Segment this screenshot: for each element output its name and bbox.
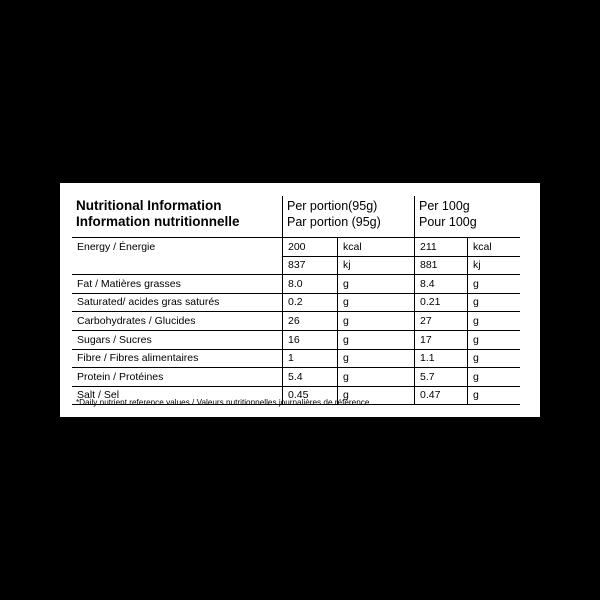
table-header-row	[72, 196, 520, 238]
portion-value: 8.0	[283, 275, 338, 294]
portion-unit: kj	[338, 256, 415, 275]
portion-value: 837	[283, 256, 338, 275]
per100-value: 0.21	[415, 293, 468, 312]
nutrient-name: Fibre / Fibres alimentaires	[72, 349, 283, 368]
per-portion-header	[283, 196, 415, 238]
portion-value: 0.2	[283, 293, 338, 312]
table-row	[72, 275, 520, 294]
per100-value: 1.1	[415, 349, 468, 368]
per-portion-fr: Par portion (95g)	[287, 215, 381, 229]
table-row	[72, 330, 520, 349]
portion-unit: g	[338, 312, 415, 331]
nutrient-name: Sugars / Sucres	[72, 330, 283, 349]
nutrient-name: Protein / Protéines	[72, 368, 283, 387]
portion-unit: kcal	[338, 238, 415, 257]
table-title-en: Nutritional Information	[76, 198, 222, 213]
portion-unit: g	[338, 349, 415, 368]
per100-unit: g	[468, 275, 521, 294]
per100-unit: g	[468, 386, 521, 405]
portion-unit: g	[338, 293, 415, 312]
per100-unit: g	[468, 349, 521, 368]
portion-value: 200	[283, 238, 338, 257]
table-row	[72, 312, 520, 331]
portion-value: 0.45	[283, 386, 338, 405]
nutrition-table	[72, 196, 520, 405]
portion-unit: g	[338, 386, 415, 405]
per-100g-fr: Pour 100g	[419, 215, 477, 229]
nutrient-name: Salt / Sel	[72, 386, 283, 405]
per-portion-en: Per portion(95g)	[287, 199, 378, 213]
per100-value: 211	[415, 238, 468, 257]
portion-unit: g	[338, 368, 415, 387]
table-row	[72, 238, 520, 257]
footnote: *Daily nutrient reference values / Valeurs nutritionnelles journalières de référence	[76, 398, 370, 407]
per100-value: 0.47	[415, 386, 468, 405]
per100-unit: kj	[468, 256, 521, 275]
per100-value: 881	[415, 256, 468, 275]
per100-unit: g	[468, 368, 521, 387]
per100-unit: g	[468, 312, 521, 331]
portion-value: 16	[283, 330, 338, 349]
per100-value: 8.4	[415, 275, 468, 294]
per100-value: 5.7	[415, 368, 468, 387]
table-title-cell	[72, 196, 283, 238]
portion-unit: g	[338, 275, 415, 294]
nutrient-name: Saturated/ acides gras saturés	[72, 293, 283, 312]
portion-value: 5.4	[283, 368, 338, 387]
per100-unit: kcal	[468, 238, 521, 257]
table-title-fr: Information nutritionnelle	[76, 214, 240, 229]
per100-unit: g	[468, 293, 521, 312]
table-row	[72, 349, 520, 368]
per-100g-header	[415, 196, 521, 238]
portion-unit: g	[338, 330, 415, 349]
per100-value: 17	[415, 330, 468, 349]
nutrient-name: Energy / Énergie	[72, 238, 283, 275]
per100-unit: g	[468, 330, 521, 349]
nutrition-label	[60, 183, 540, 417]
portion-value: 1	[283, 349, 338, 368]
table-row	[72, 293, 520, 312]
table-row	[72, 368, 520, 387]
portion-value: 26	[283, 312, 338, 331]
nutrient-name: Carbohydrates / Glucides	[72, 312, 283, 331]
nutrient-name: Fat / Matières grasses	[72, 275, 283, 294]
per100-value: 27	[415, 312, 468, 331]
per-100g-en: Per 100g	[419, 199, 470, 213]
